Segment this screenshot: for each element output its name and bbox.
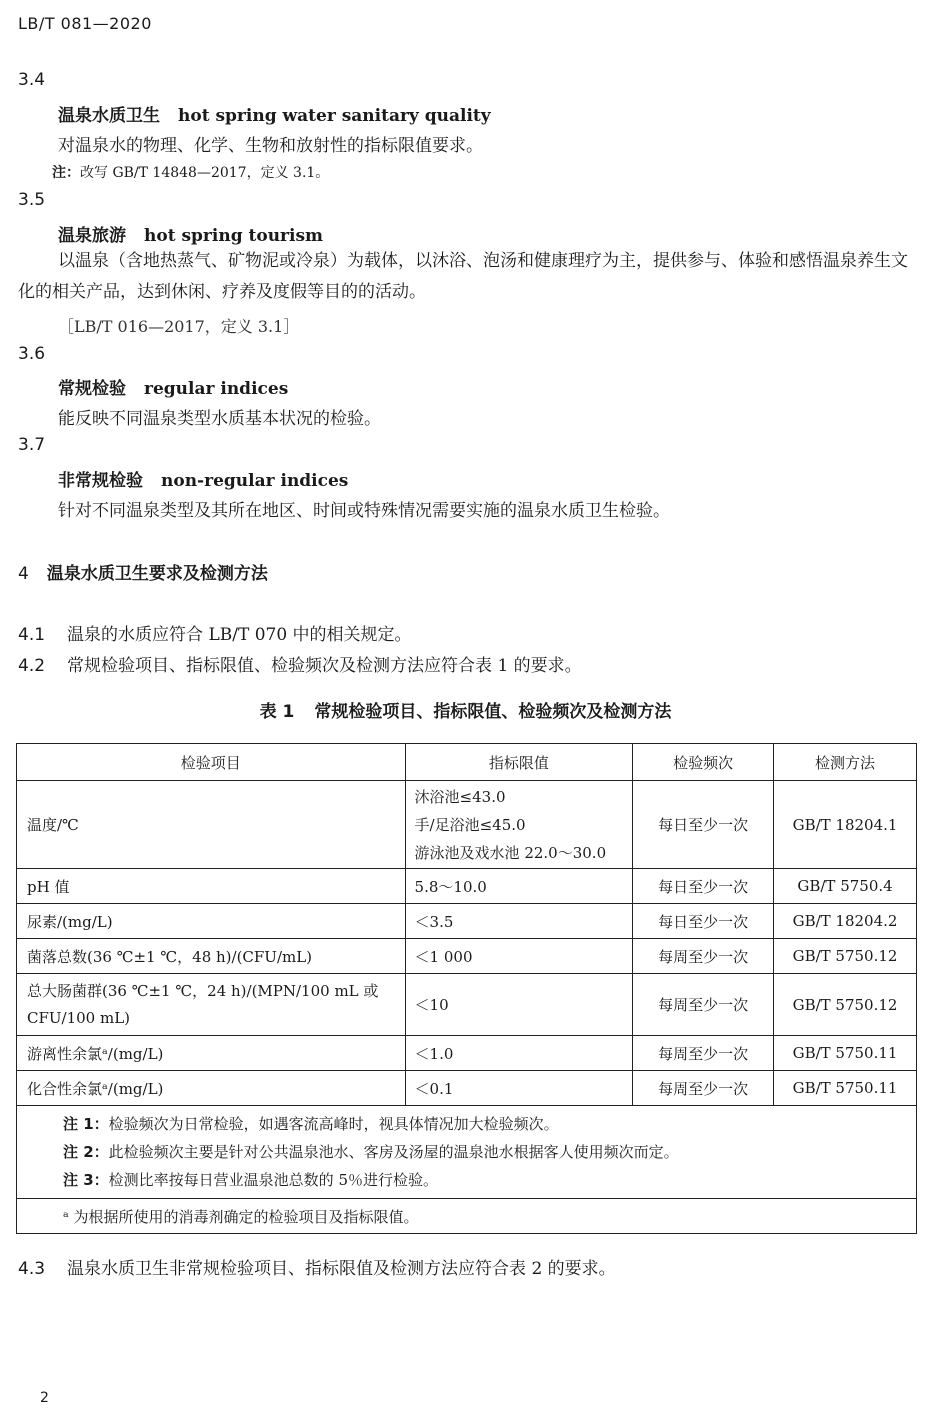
sub-clause <box>18 651 582 676</box>
cell-frequency: 每周至少一次 <box>633 1071 774 1106</box>
term-heading <box>58 221 323 246</box>
note-label: 注： <box>52 165 80 181</box>
cell-limit: ＜1.0 <box>405 1036 633 1071</box>
term-heading <box>58 374 288 399</box>
cell-frequency: 每周至少一次 <box>633 974 774 1036</box>
table-row <box>17 939 917 974</box>
cell-item: pH 值 <box>17 869 406 904</box>
cell-method: GB/T 5750.12 <box>774 974 917 1036</box>
term-zh: 常规检验 <box>58 379 126 399</box>
cell-method: GB/T 18204.1 <box>774 781 917 869</box>
cell-frequency: 每日至少一次 <box>633 869 774 904</box>
term-en: hot spring water sanitary quality <box>178 106 491 126</box>
cell-frequency: 每周至少一次 <box>633 1036 774 1071</box>
note-text: 检验频次为日常检验，如遇客流高峰时，视具体情况加大检验频次。 <box>108 1115 559 1133</box>
note-text: 改写 GB/T 14848—2017，定义 3.1。 <box>80 165 330 181</box>
sub-clause-number: 4.3 <box>18 1259 46 1279</box>
cell-limit: ＜1 000 <box>405 939 633 974</box>
cell-method: GB/T 5750.11 <box>774 1071 917 1106</box>
cell-item: 温度/℃ <box>17 781 406 869</box>
term-definition: 以温泉（含地热蒸气、矿物泥或冷泉）为载体，以沐浴、泡汤和健康理疗为主，提供参与、体验和感悟温泉养生文化的相关产品，达到休闲、疗养及度假等目的的活动。 <box>18 251 908 302</box>
term-zh: 温泉水质卫生 <box>58 106 160 126</box>
table-footnote: ᵃ 为根据所使用的消毒剂确定的检验项目及指标限值。 <box>17 1199 917 1234</box>
term-citation: ［LB/T 016—2017，定义 3.1］ <box>58 317 300 336</box>
term-definition: 能反映不同温泉类型水质基本状况的检验。 <box>58 409 381 429</box>
term-zh: 温泉旅游 <box>58 226 126 246</box>
table-note <box>63 1138 916 1166</box>
table-notes <box>17 1106 917 1199</box>
table-row <box>17 974 917 1036</box>
term-definition: 针对不同温泉类型及其所在地区、时间或特殊情况需要实施的温泉水质卫生检验。 <box>58 501 670 521</box>
term-number: 3.5 <box>18 190 46 210</box>
header-limit: 指标限值 <box>405 744 633 781</box>
cell-item: 总大肠菌群(36 ℃±1 ℃，24 h)/(MPN/100 mL 或 CFU/100 mL) <box>17 974 406 1036</box>
cell-method: GB/T 5750.11 <box>774 1036 917 1071</box>
term-en: hot spring tourism <box>144 226 324 246</box>
note-label: 注 2： <box>63 1143 109 1161</box>
header-frequency: 检验频次 <box>633 744 774 781</box>
cell-item: 游离性余氯ᵃ/(mg/L) <box>17 1036 406 1071</box>
table-label: 表 1 <box>259 702 295 722</box>
cell-limit: 5.8～10.0 <box>405 869 633 904</box>
term-number: 3.6 <box>18 344 46 364</box>
page-number: 2 <box>40 1390 49 1406</box>
note-text: 此检验频次主要是针对公共温泉池水、客房及汤屋的温泉池水根据客人使用频次而定。 <box>108 1143 679 1161</box>
cell-frequency: 每日至少一次 <box>633 781 774 869</box>
limit-line: 沐浴池≤43.0 <box>414 787 506 806</box>
term-en: regular indices <box>144 379 289 399</box>
term-heading <box>58 101 491 126</box>
header-item: 检验项目 <box>17 744 406 781</box>
clause-title: 温泉水质卫生要求及检测方法 <box>46 564 268 584</box>
limit-line: 手/足浴池≤45.0 <box>414 815 526 834</box>
sub-clause-number: 4.1 <box>18 625 46 645</box>
note-label: 注 1： <box>63 1115 109 1133</box>
table-notes-row <box>17 1106 917 1199</box>
header-method: 检测方法 <box>774 744 917 781</box>
note-text: 检测比率按每日营业温泉池总数的 5％进行检验。 <box>108 1171 438 1189</box>
sub-clause <box>18 620 412 645</box>
limit-line: 游泳池及戏水池 22.0～30.0 <box>414 843 607 862</box>
table-row <box>17 869 917 904</box>
clause-number: 4 <box>18 564 29 584</box>
table-header-row <box>17 744 917 781</box>
term-definition: 对温泉水的物理、化学、生物和放射性的指标限值要求。 <box>58 136 483 156</box>
cell-item: 尿素/(mg/L) <box>17 904 406 939</box>
cell-frequency: 每日至少一次 <box>633 904 774 939</box>
sub-clause-text: 温泉的水质应符合 LB/T 070 中的相关规定。 <box>67 625 412 645</box>
table-caption <box>0 697 931 722</box>
sub-clause-text: 温泉水质卫生非常规检验项目、指标限值及检测方法应符合表 2 的要求。 <box>67 1259 616 1279</box>
note-label: 注 3： <box>63 1171 109 1189</box>
table-title: 常规检验项目、指标限值、检验频次及检测方法 <box>314 702 672 722</box>
term-note <box>52 162 329 182</box>
cell-method: GB/T 5750.12 <box>774 939 917 974</box>
cell-limit: ＜0.1 <box>405 1071 633 1106</box>
cell-limit <box>405 781 633 869</box>
table-note <box>63 1110 916 1138</box>
cell-method: GB/T 18204.2 <box>774 904 917 939</box>
cell-item: 菌落总数(36 ℃±1 ℃，48 h)/(CFU/mL) <box>17 939 406 974</box>
sub-clause <box>18 1254 616 1279</box>
table-row <box>17 904 917 939</box>
term-en: non-regular indices <box>161 471 349 491</box>
sub-clause-text: 常规检验项目、指标限值、检验频次及检测方法应符合表 1 的要求。 <box>67 656 582 676</box>
document-code: LB/T 081—2020 <box>18 14 152 33</box>
cell-item: 化合性余氯ᵃ/(mg/L) <box>17 1071 406 1106</box>
term-number: 3.4 <box>18 70 46 90</box>
cell-frequency: 每周至少一次 <box>633 939 774 974</box>
cell-limit: ＜3.5 <box>405 904 633 939</box>
clause-heading <box>18 559 268 584</box>
table-row <box>17 781 917 869</box>
table-row <box>17 1071 917 1106</box>
sub-clause-number: 4.2 <box>18 656 46 676</box>
table-footnote-row <box>17 1199 917 1234</box>
table-row <box>17 1036 917 1071</box>
cell-limit: ＜10 <box>405 974 633 1036</box>
inspection-table <box>16 743 917 1234</box>
table-note <box>63 1166 916 1194</box>
term-zh: 非常规检验 <box>58 471 143 491</box>
term-heading <box>58 466 348 491</box>
cell-method: GB/T 5750.4 <box>774 869 917 904</box>
term-number: 3.7 <box>18 435 46 455</box>
